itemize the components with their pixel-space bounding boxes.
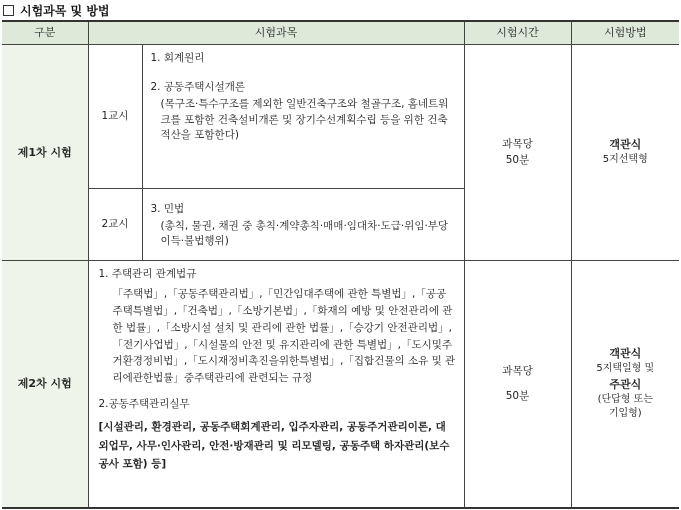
round2-method [571,261,679,509]
subject-title: 3. 민법 [150,202,185,215]
time-line: 과목당 [502,364,533,377]
section-heading-text: 시험과목 및 방법 [20,3,110,18]
header-time: 시험시간 [464,21,571,45]
header-division: 구분 [2,21,88,45]
round1-label: 제1차 시험 [2,45,88,261]
method-main: 주관식 [609,377,642,391]
round1-method [571,45,679,261]
header-subjects: 시험과목 [88,21,464,45]
round2-time [464,261,571,509]
round1-time [464,45,571,261]
subject-title: 1. 주택관리 관계법규 [98,268,197,280]
exam-subjects-table [2,20,679,509]
method-sub: 기입형) [608,408,642,420]
checkbox-icon [3,5,14,16]
period1-label: 1교시 [88,45,142,189]
method-sub: (단답형 또는 [597,393,653,405]
section-heading [3,1,110,19]
subject-title: 2. 공동주택시설개론 [150,81,245,94]
time-line: 과목당 [502,138,533,151]
round2-subjects [88,261,464,509]
method-main: 객관식 [609,138,642,152]
method-sub: 5지선택형 [602,154,648,166]
method-sub: 5지택일형 및 [596,363,655,375]
subject-detail: (목구조·특수구조를 제외한 일반건축구조와 철골구조, 홈네트워크를 포함한 건축설비개론 및 장기수선계획수립 등을 위한 건축적산을 포함한다) [160,98,449,141]
table-header-row [2,21,679,45]
period2-label: 2교시 [88,189,142,261]
table-row [2,45,679,189]
period1-subjects [142,45,464,189]
subject-title: 1. 회계원리 [150,52,205,64]
header-method: 시험방법 [571,21,679,45]
subject-item [151,202,456,250]
subject-title: 2.공동주택관리실무 [98,398,190,410]
subject-item [151,51,456,66]
table-row [2,261,679,509]
round2-label: 제2차 시험 [2,261,88,509]
method-main: 객관식 [609,347,642,361]
subject-detail: (총칙, 물권, 채권 중 총칙·계약총칙·매매·임대차·도급·위임·부당이득·불법행위) [160,219,449,248]
time-line: 50분 [505,153,530,166]
period2-subjects [142,189,464,261]
subject-item [151,80,456,143]
law-list: 「주택법」,「공동주택관리법」,「민간임대주택에 관한 특별법」,「공공주택특별법」,「건축법」,「소방기본법」,「화재의 예방 및 안전관리에 관한 법률」,「소방시설 설치 및 관리에 관한 법률」,「승강기 안전관리법」,「전기사업법」,「시설물의 안전 및 유지관리에 관한 특별법」,「도시및주거환경정비법」,「도시재정비촉진을위한특별법」,「집합건물의 소유 및 관리에관한법률」중주택관리에 관련되는 규정 [112,288,456,385]
time-line: 50분 [505,390,530,402]
practice-detail: [시설관리, 환경관리, 공동주택회계관리, 입주자관리, 공동주거관리이론, 대외업무, 사무·인사관리, 안전·방재관리 및 리모델링, 공동주택 하자관리(보수공사 포함) 등] [98,421,450,470]
